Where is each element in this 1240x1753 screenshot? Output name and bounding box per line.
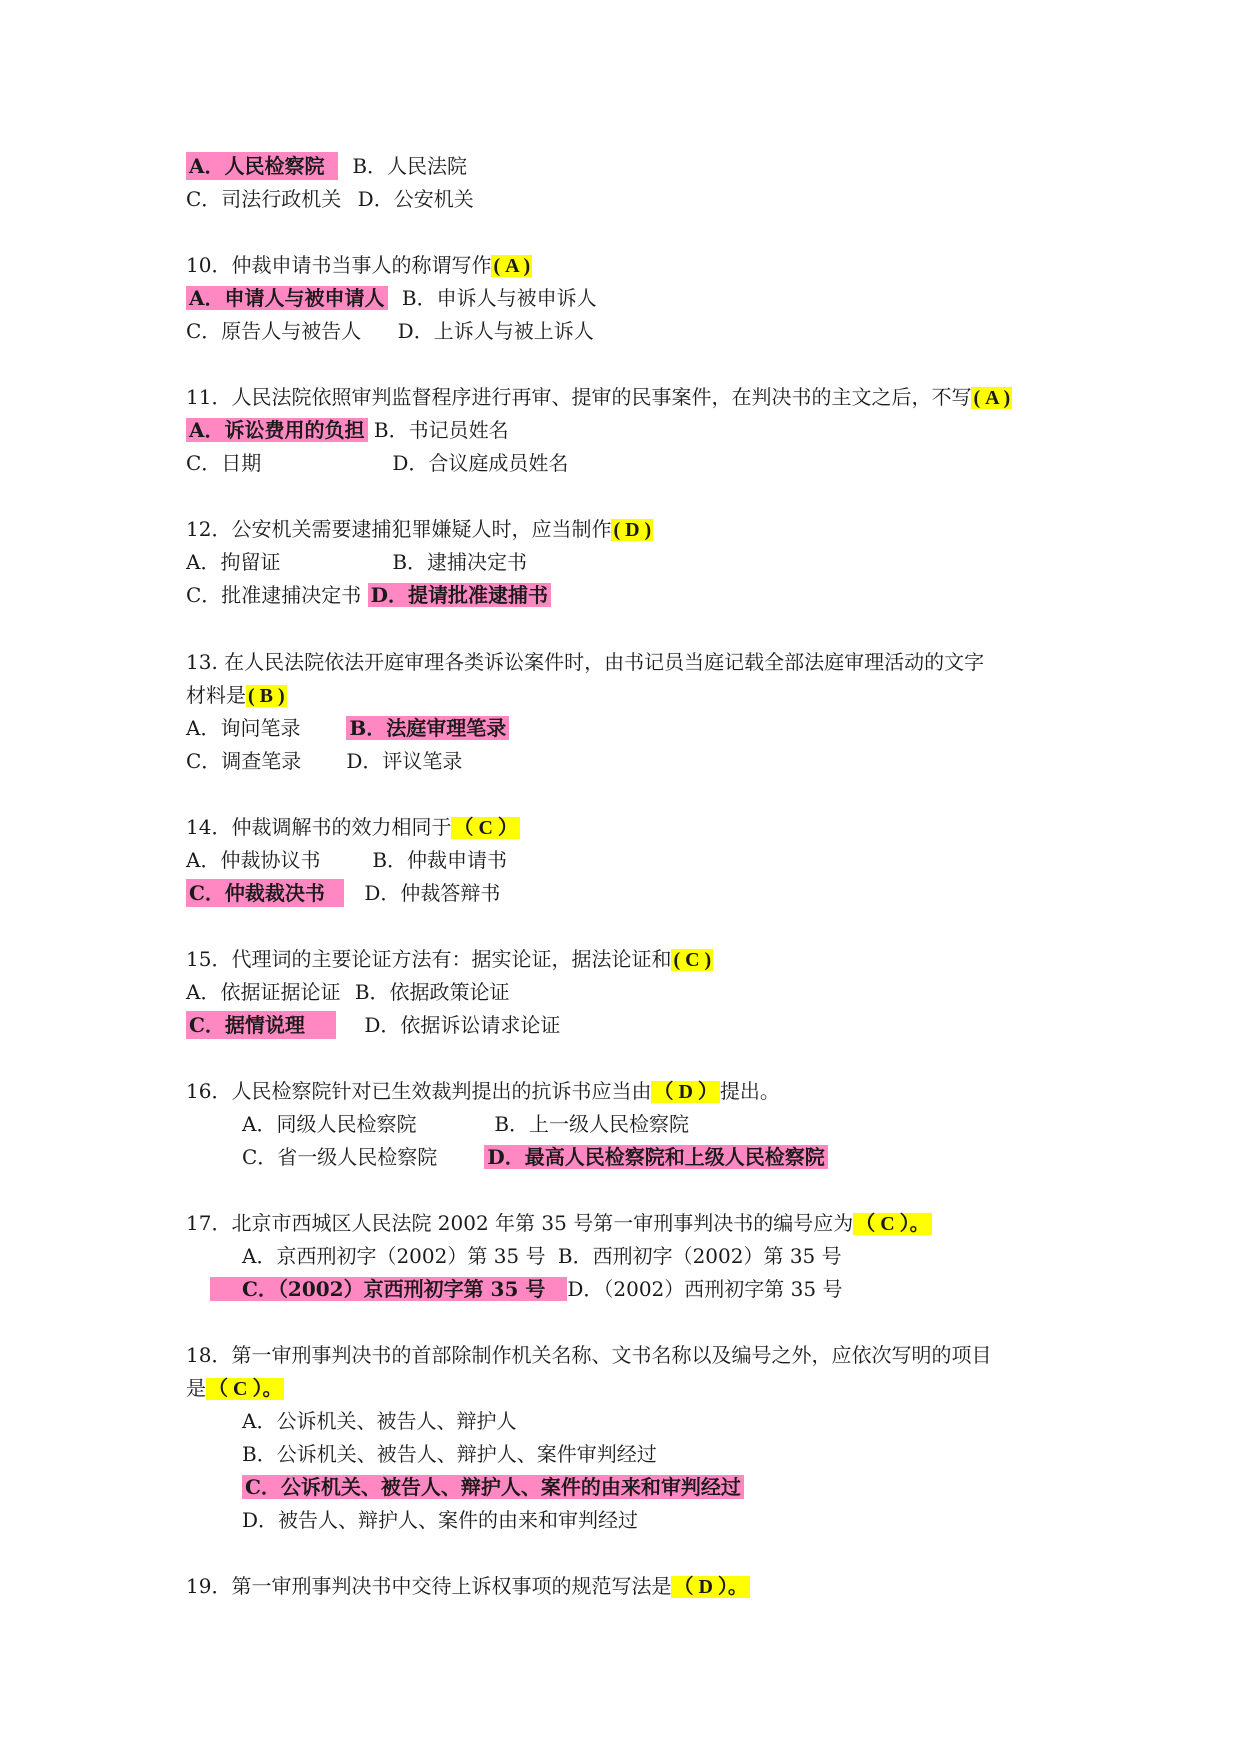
q15-option-b: B．依据政策论证	[354, 980, 510, 1004]
q13-stem-text-2: 材料是	[186, 683, 246, 707]
question-12-options-row-2	[186, 581, 551, 609]
question-18-stem-line-2	[186, 1374, 284, 1402]
q17-stem-text: 17．北京市西城区人民法院 2002 年第 35 号第一审刑事判决书的编号应为	[186, 1211, 854, 1235]
q16-option-c: C．省一级人民检察院	[242, 1145, 438, 1169]
question-17-options-row-2	[210, 1275, 842, 1303]
q14-option-c-correct: C．仲裁裁决书	[186, 879, 344, 907]
q15-option-d: D．依据诉讼请求论证	[364, 1013, 561, 1037]
question-13-options-row-1	[186, 714, 509, 742]
q14-option-d: D．仲裁答辩书	[364, 881, 501, 905]
question-9-options-row-2	[186, 185, 474, 213]
q17-option-d: D．（2002）西刑初字第 35 号	[567, 1277, 843, 1301]
q16-answer-badge: （ D ）	[653, 1081, 718, 1103]
q12-stem-text: 12．公安机关需要逮捕犯罪嫌疑人时，应当制作	[186, 517, 612, 541]
q11-option-a-correct: A．诉讼费用的负担	[186, 418, 368, 442]
question-18-option-d-row	[242, 1506, 638, 1534]
q15-option-c-correct: C．据情说理	[186, 1011, 336, 1039]
q13-option-b-correct: B．法庭审理笔录	[346, 716, 509, 740]
question-19-stem	[186, 1572, 750, 1600]
q12-option-b: B．逮捕决定书	[392, 550, 528, 574]
q10-option-a-correct: A．申请人与被申请人	[186, 286, 388, 310]
q9-option-a-correct: A．人民检察院	[186, 152, 338, 180]
q17-answer-badge: （ C ）。	[855, 1213, 930, 1235]
q13-stem-text-1: 13. 在人民法院依法开庭审理各类诉讼案件时，由书记员当庭记载全部法庭审理活动的文字	[186, 650, 985, 674]
q9-option-c: C．司法行政机关	[186, 187, 342, 211]
question-15-stem	[186, 945, 713, 973]
q11-stem-text: 11．人民法院依照审判监督程序进行再审、提审的民事案件，在判决书的主文之后，不写	[186, 385, 972, 409]
question-11-stem	[186, 383, 1012, 411]
question-17-stem	[186, 1209, 932, 1237]
question-10-options-row-1	[186, 284, 597, 312]
question-13-options-row-2	[186, 747, 462, 775]
question-16-stem	[186, 1077, 780, 1105]
question-18-stem-line-1	[186, 1341, 991, 1369]
q10-stem-text: 10．仲裁申请书当事人的称谓写作	[186, 253, 492, 277]
q18-option-a: A．公诉机关、被告人、辩护人	[242, 1409, 517, 1433]
q18-option-b: B．公诉机关、被告人、辩护人、案件审判经过	[242, 1442, 657, 1466]
q12-option-a: A．拘留证	[186, 550, 281, 574]
q10-option-d: D．上诉人与被上诉人	[397, 319, 594, 343]
question-14-stem	[186, 813, 520, 841]
q14-stem-text: 14．仲裁调解书的效力相同于	[186, 815, 452, 839]
q13-answer-badge: ( B )	[248, 685, 285, 707]
q13-option-a: A．询问笔录	[186, 716, 301, 740]
question-11-options-row-2	[186, 449, 568, 477]
q16-option-d-correct: D．最高人民检察院和上级人民检察院	[484, 1145, 827, 1169]
question-9-options-row-1	[186, 152, 467, 180]
q15-stem-text: 15．代理词的主要论证方法有：据实论证，据法论证和	[186, 947, 672, 971]
question-14-options-row-1	[186, 846, 507, 874]
q14-option-a: A．仲裁协议书	[186, 848, 321, 872]
q18-answer-badge: （ C ）。	[208, 1378, 283, 1400]
q18-option-c-correct: C．公诉机关、被告人、辩护人、案件的由来和审判经过	[242, 1475, 744, 1499]
q16-option-b: B．上一级人民检察院	[494, 1112, 690, 1136]
q18-stem-text-2: 是	[186, 1376, 206, 1400]
q18-option-d: D．被告人、辩护人、案件的由来和审判经过	[242, 1508, 639, 1532]
q11-option-b: B．书记员姓名	[373, 418, 509, 442]
question-11-options-row-1	[186, 416, 509, 444]
question-10-stem	[186, 251, 532, 279]
question-17-options-row-1	[242, 1242, 842, 1270]
q9-option-d: D．公安机关	[357, 187, 474, 211]
q9-option-b: B．人民法院	[352, 154, 468, 178]
question-16-options-row-2	[242, 1143, 828, 1171]
q16-stem-text: 16．人民检察院针对已生效裁判提出的抗诉书应当由	[186, 1079, 652, 1103]
question-14-options-row-2	[186, 879, 500, 907]
question-10-options-row-2	[186, 317, 594, 345]
q10-answer-badge: ( A )	[493, 255, 531, 277]
q13-option-c: C．调查笔录	[186, 749, 302, 773]
question-18-option-b-row	[242, 1440, 657, 1468]
q15-option-a: A．依据证据论证	[186, 980, 341, 1004]
q17-option-b: B．西刑初字（2002）第 35 号	[557, 1244, 842, 1268]
q17-option-c-correct: C．（2002）京西刑初字第 35 号	[210, 1277, 567, 1301]
q15-answer-badge: ( C )	[673, 949, 712, 971]
question-13-stem-line-2	[186, 681, 287, 709]
q13-option-d: D．评议笔录	[346, 749, 463, 773]
q12-answer-badge: ( D )	[613, 519, 652, 541]
q11-option-d: D．合议庭成员姓名	[392, 451, 569, 475]
question-12-options-row-1	[186, 548, 527, 576]
q10-option-b: B．申诉人与被申诉人	[401, 286, 597, 310]
q12-option-c: C．批准逮捕决定书	[186, 583, 362, 607]
q14-option-b: B．仲裁申请书	[372, 848, 508, 872]
question-15-options-row-1	[186, 978, 510, 1006]
q18-stem-text-1: 18．第一审刑事判决书的首部除制作机关名称、文书名称以及编号之外，应依次写明的项目	[186, 1343, 992, 1367]
question-18-option-a-row	[242, 1407, 516, 1435]
q17-option-a: A．京西刑初字（2002）第 35 号	[242, 1244, 546, 1268]
question-18-option-c-row	[242, 1473, 744, 1501]
q16-option-a: A．同级人民检察院	[242, 1112, 417, 1136]
q19-answer-badge: （ D ）。	[673, 1576, 748, 1598]
question-13-stem-line-1	[186, 648, 984, 676]
q10-option-c: C．原告人与被告人	[186, 319, 362, 343]
q12-option-d-correct: D．提请批准逮捕书	[368, 583, 551, 607]
question-12-stem	[186, 515, 653, 543]
question-16-options-row-1	[242, 1110, 689, 1138]
question-15-options-row-2	[186, 1011, 560, 1039]
q19-stem-text: 19．第一审刑事判决书中交待上诉权事项的规范写法是	[186, 1574, 672, 1598]
q14-answer-badge: （ C ）	[453, 817, 518, 839]
q16-stem-tail: 提出。	[719, 1079, 780, 1103]
q11-option-c: C．日期	[186, 451, 262, 475]
q11-answer-badge: ( A )	[973, 387, 1011, 409]
